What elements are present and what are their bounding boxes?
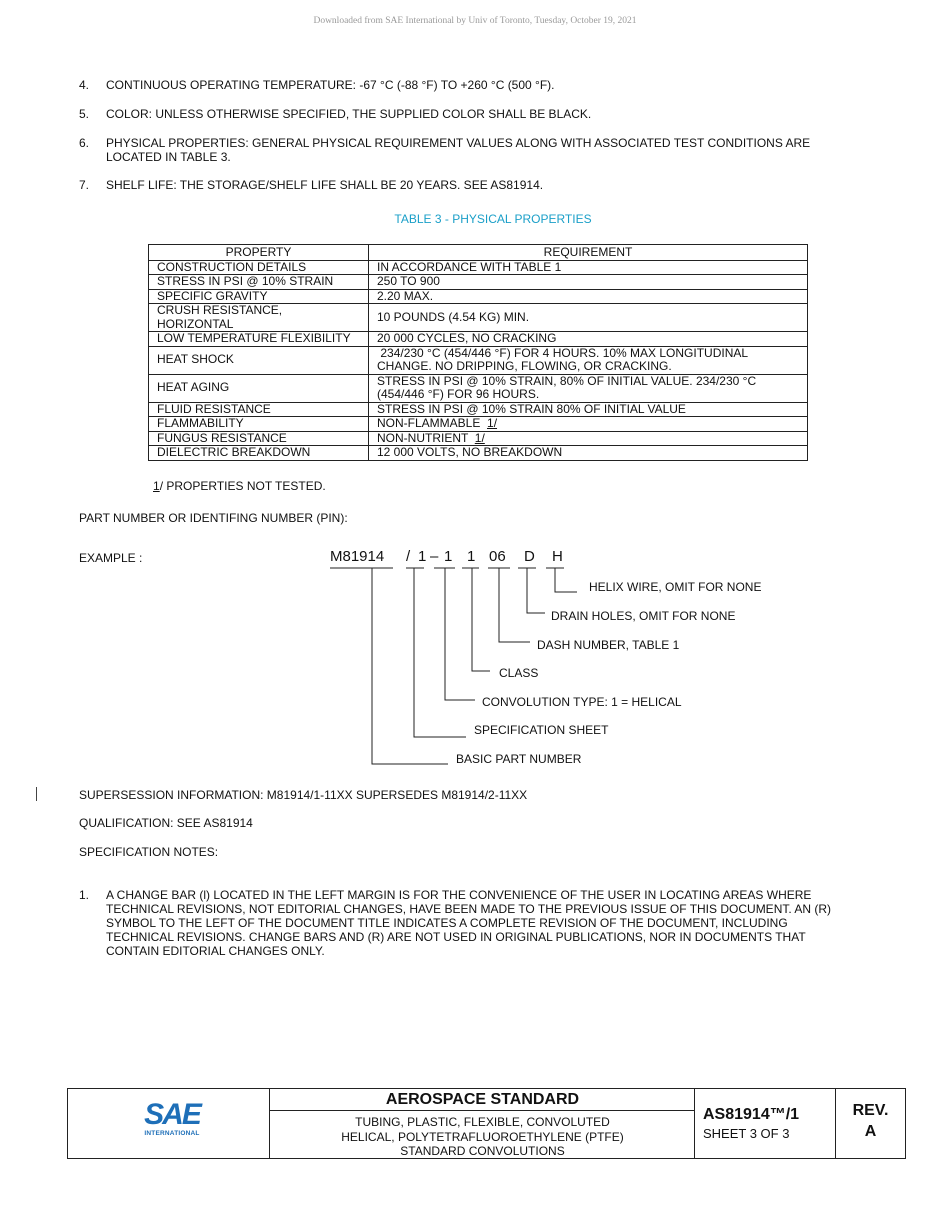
label-class: CLASS [499,666,539,680]
item-number: 4. [79,78,90,92]
header-property: PROPERTY [149,245,369,261]
requirement-text: NON-NUTRIENT [377,430,475,445]
label-helix: HELIX WIRE, OMIT FOR NONE [589,580,762,594]
label-dash-number: DASH NUMBER, TABLE 1 [537,638,680,652]
requirement-cell: STRESS IN PSI @ 10% STRAIN, 80% OF INITIAL VALUE. 234/230 °C (454/446 °F) FOR 96 HOURS. [369,374,808,402]
label-basic-part: BASIC PART NUMBER [456,752,582,766]
sae-logo-mark: SAE [144,1098,200,1131]
property-cell: FUNGUS RESISTANCE [149,431,369,446]
pin-class: 1 [467,548,476,565]
logo-cell [68,1089,270,1158]
requirement-cell: 20 000 CYCLES, NO CRACKING [369,332,808,347]
item-number: 5. [79,107,90,121]
label-drain: DRAIN HOLES, OMIT FOR NONE [551,609,736,623]
doc-number-cell [695,1089,836,1158]
note-text: A CHANGE BAR (l) LOCATED IN THE LEFT MARGIN IS FOR THE CONVENIENCE OF THE USER IN LOCATING AREAS WHERE TECHNICAL REVISIONS, NOT EDITORIAL CHANGES, HAVE BEEN MADE TO THE PREVIOUS ISSUE OF THIS DOCUMENT. AN (R) SYMBOL TO THE LEFT OF THE DOCUMENT TITLE INDICATES A COMPLETE REVISION OF THE DOCUMENT, INCLUDING TECHNICAL REVISIONS. CHANGE BARS AND (R) ARE NOT USED IN ORIGINAL PUBLICATIONS, NOR IN DOCUMENTS THAT CONTAIN EDITORIAL CHANGES ONLY. [106,888,832,958]
leader-helix [555,568,577,592]
description-line: TUBING, PLASTIC, FLEXIBLE, CONVOLUTED [355,1115,610,1129]
download-watermark: Downloaded from SAE International by Univ of Toronto, Tuesday, October 19, 2021 [313,16,637,26]
description-line: HELICAL, POLYTETRAFLUOROETHYLENE (PTFE) [341,1129,624,1144]
property-cell: FLAMMABILITY [149,417,369,432]
revision-cell [836,1089,905,1158]
leader-class [472,568,490,671]
property-cell: HEAT AGING [149,374,369,402]
document-description [270,1115,695,1159]
pin-slash: / [406,548,411,565]
requirement-cell: 234/230 °C (454/446 °F) FOR 4 HOURS. 10% MAX LONGITUDINAL CHANGE. NO DRIPPING, FLOWING, OR CRACKING. [369,346,808,374]
table-title: TABLE 3 - PHYSICAL PROPERTIES [394,212,592,226]
description-line: STANDARD CONVOLUTIONS [400,1144,565,1158]
requirement-cell: 250 TO 900 [369,275,808,290]
pin-basic-part: M81914 [330,548,385,565]
title-cell [270,1089,695,1158]
change-bar [36,787,37,801]
item-text: COLOR: UNLESS OTHERWISE SPECIFIED, THE SUPPLIED COLOR SHALL BE BLACK. [106,107,592,121]
requirement-cell: IN ACCORDANCE WITH TABLE 1 [369,260,808,275]
footnote-text: / PROPERTIES NOT TESTED. [159,479,326,493]
leader-convolution [445,568,475,700]
standard-title: AEROSPACE STANDARD [270,1089,695,1111]
property-cell: CRUSH RESISTANCE, HORIZONTAL [149,304,369,332]
item-text: SHELF LIFE: THE STORAGE/SHELF LIFE SHALL BE 20 YEARS. SEE AS81914. [106,178,544,192]
property-cell: HEAT SHOCK [149,346,369,374]
requirement-cell: STRESS IN PSI @ 10% STRAIN 80% OF INITIAL VALUE [369,402,808,417]
revision-label: REV. [852,1102,889,1119]
header-requirement: REQUIREMENT [369,245,808,261]
item-number: 7. [79,178,90,192]
footnote-ref: 1/ [487,416,498,430]
leader-dash [499,568,530,642]
spec-notes-heading: SPECIFICATION NOTES: [79,845,219,859]
property-cell: LOW TEMPERATURE FLEXIBILITY [149,332,369,347]
leader-spec [414,568,466,737]
requirement-cell: 12 000 VOLTS, NO BREAKDOWN [369,446,808,461]
pin-drain: D [524,548,535,565]
document-number: AS81914™/1 [703,1106,800,1123]
label-convolution: CONVOLUTION TYPE: 1 = HELICAL [482,695,682,709]
requirement-text: NON-FLAMMABLE [377,416,488,430]
note-number: 1. [79,888,90,902]
property-cell: CONSTRUCTION DETAILS [149,260,369,275]
pin-convolution: 1 [444,548,453,565]
requirement-cell: 2.20 MAX. [369,289,808,304]
sae-logo [138,1098,206,1138]
pin-dash: – [430,548,439,565]
property-cell: DIELECTRIC BREAKDOWN [149,446,369,461]
leader-basic [372,568,448,764]
pin-heading: PART NUMBER OR IDENTIFING NUMBER (PIN): [79,511,348,525]
property-cell: SPECIFIC GRAVITY [149,289,369,304]
footnote-number: 1 [153,479,160,493]
footnote-ref: 1/ [474,430,485,445]
label-spec-sheet: SPECIFICATION SHEET [474,723,609,737]
qualification: QUALIFICATION: SEE AS81914 [79,816,253,830]
title-block [67,1088,906,1159]
pin-dash-number: 06 [489,548,506,565]
property-cell: FLUID RESISTANCE [149,402,369,417]
leader-drain [527,568,545,613]
sheet-number: SHEET 3 OF 3 [703,1126,790,1141]
property-cell: STRESS IN PSI @ 10% STRAIN [149,275,369,290]
item-text: CONTINUOUS OPERATING TEMPERATURE: -67 °C (-88 °F) TO +260 °C (500 °F). [106,78,555,92]
sae-logo-subtitle: INTERNATIONAL [144,1130,200,1137]
example-label: EXAMPLE : [79,551,143,565]
revision-value: A [864,1123,877,1140]
pin-spec-sheet: 1 [418,548,427,565]
pin-helix: H [552,548,563,565]
supersession-info: SUPERSESSION INFORMATION: M81914/1-11XX SUPERSEDES M81914/2-11XX [79,788,528,802]
item-number: 6. [79,136,90,150]
requirement-cell: 10 POUNDS (4.54 KG) MIN. [369,304,808,332]
item-text: PHYSICAL PROPERTIES: GENERAL PHYSICAL REQUIREMENT VALUES ALONG WITH ASSOCIATED TEST CONDITIONS ARE LOCATED IN TABLE 3. [106,136,811,164]
